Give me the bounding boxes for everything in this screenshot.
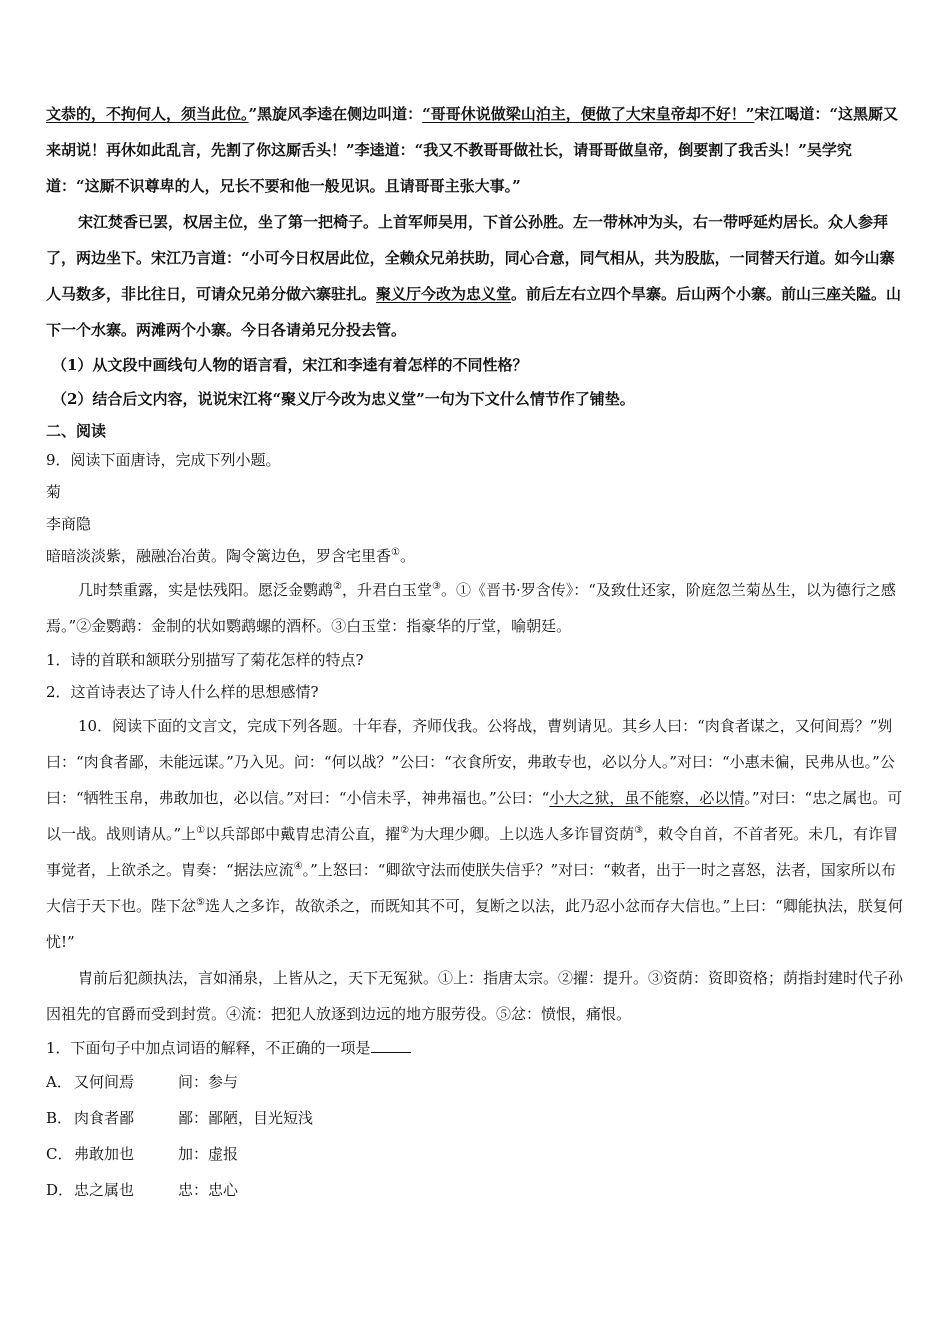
- question-9-1: 1．诗的首联和颔联分别描写了菊花怎样的特点?: [46, 651, 364, 669]
- underlined-sentence-3: 聚义厅今改为忠义堂: [376, 285, 512, 303]
- option-d[interactable]: D． 忠之属也 忠：忠心: [46, 1181, 239, 1199]
- underlined-sentence-1: 文恭的，不拘何人，须当此位。: [46, 105, 249, 123]
- underlined-sentence-2: “哥哥休说做梁山泊主，便做了大宋皇帝却不好！”: [422, 105, 755, 123]
- underlined-sentence-4: 小大之狱，虽不能察，必以情: [549, 789, 745, 807]
- question-8-2: （2）结合后文内容，说说宋江将“聚义厅今改为忠义堂”一句为下文什么情节作了铺垫。: [52, 390, 635, 408]
- poem-line-2-and-notes: 几时禁重露，实是怯残阳。愿泛金鹦鹉②，升君白玉堂③。①《晋书·罗含传》：“及致仕还家，阶庭忽兰菊丛生，以为德行之感焉。”②金鹦鹉：金制的状如鹦鹉螺的酒杯。③白玉堂：指豪华的厅堂，喻朝廷。: [46, 581, 896, 635]
- option-a[interactable]: A． 又何间焉 间：参与: [46, 1073, 239, 1091]
- section-heading: 二、阅读: [46, 422, 107, 440]
- question-9-2: 2．这首诗表达了诗人什么样的思想感情?: [46, 683, 319, 701]
- option-b[interactable]: B． 肉食者鄙 鄙：鄙陋，目光短浅: [46, 1109, 314, 1127]
- answer-blank[interactable]: [371, 1038, 411, 1053]
- option-c[interactable]: C． 弗敢加也 加：虚报: [46, 1145, 239, 1163]
- poem-line-1: 暗暗淡淡紫，融融冶冶黄。陶令篱边色，罗含宅里香①。: [46, 547, 415, 565]
- question-10-1: 1．下面句子中加点词语的解释，不正确的一项是: [46, 1032, 904, 1064]
- question-10-passage: 10．阅读下面的文言文，完成下列各题。十年春，齐师伐我。公将战，曹刿请见。其乡人曰：“肉食者谋之，又何间焉？”刿曰：“肉食者鄙，未能远谋。”乃入见。问：“何以战？”公曰：“衣食所安，弗敢专也，必以分人。”对曰：“小惠未徧，民弗从也。”公曰：“牺牲玉帛，弗敢加也，必以信。”对曰：“小信未孚，神弗福也。”公曰：“小大之狱，虽不能察，必以情。”对曰：“忠之属也。可以一战。战则请从。”上①以兵部郎中戴胄忠清公直，擢②为大理少卿。上以选人多诈冒资荫③，敕令自首，不首者死。未几，有诈冒事觉者，上欲杀之。胄奏：“据法应流④。”上怒曰：“卿欲守法而使朕失信乎？”对曰：“敕者，出于一时之喜怒，法者，国家所以布大信于天下也。陛下忿⑤选人之多诈，故欲杀之，而既知其不可，复断之以法，此乃忍小忿而存大信也。”上曰：“卿能执法，朕复何忧!”: [46, 717, 903, 951]
- passage-notes: 胄前后犯颜执法，言如涌泉，上皆从之，天下无冤狱。①上：指唐太宗。②擢：提升。③资荫：资即资格；荫指封建时代子孙因祖先的官爵而受到封赏。④流：把犯人放逐到边远的地方服劳役。⑤忿：愤恨，痛恨。: [46, 969, 904, 1023]
- poem-title: 菊: [46, 483, 62, 501]
- passage-paragraph-1: 文恭的，不拘何人，须当此位。”黑旋风李逵在侧边叫道：“哥哥休说做梁山泊主，便做了大宋皇帝却不好！”宋江喝道：“这黑厮又来胡说！再休如此乱言，先割了你这厮舌头！”李逵道：“我又不教哥哥做社长，请哥哥做皇帝，倒要割了我舌头！”吴学究道：“这厮不识尊卑的人，兄长不要和他一般见识。且请哥哥主张大事。”: [46, 105, 899, 195]
- question-9-prompt: 9．阅读下面唐诗，完成下列小题。: [46, 451, 281, 469]
- question-8-1: （1）从文段中画线句人物的语言看，宋江和李逵有着怎样的不同性格？: [52, 356, 528, 374]
- document-page: [46, 96, 904, 1208]
- poem-author: 李商隐: [46, 515, 92, 533]
- passage-paragraph-2: 宋江焚香已罢，权居主位，坐了第一把椅子。上首军师吴用，下首公孙胜。左一带林冲为头，右一带呼延灼居长。众人参拜了，两边坐下。宋江乃言道：“小可今日权居此位，全赖众兄弟扶助，同心合意，同气相从，共为股肱，一同替天行道。如今山寨人马数多，非比往日，可请众兄弟分做六寨驻扎。聚义厅今改为忠义堂。前后左右立四个旱寨。后山两个小寨。前山三座关隘。山下一个水寨。两滩两个小寨。今日各请弟兄分投去管。: [46, 213, 902, 339]
